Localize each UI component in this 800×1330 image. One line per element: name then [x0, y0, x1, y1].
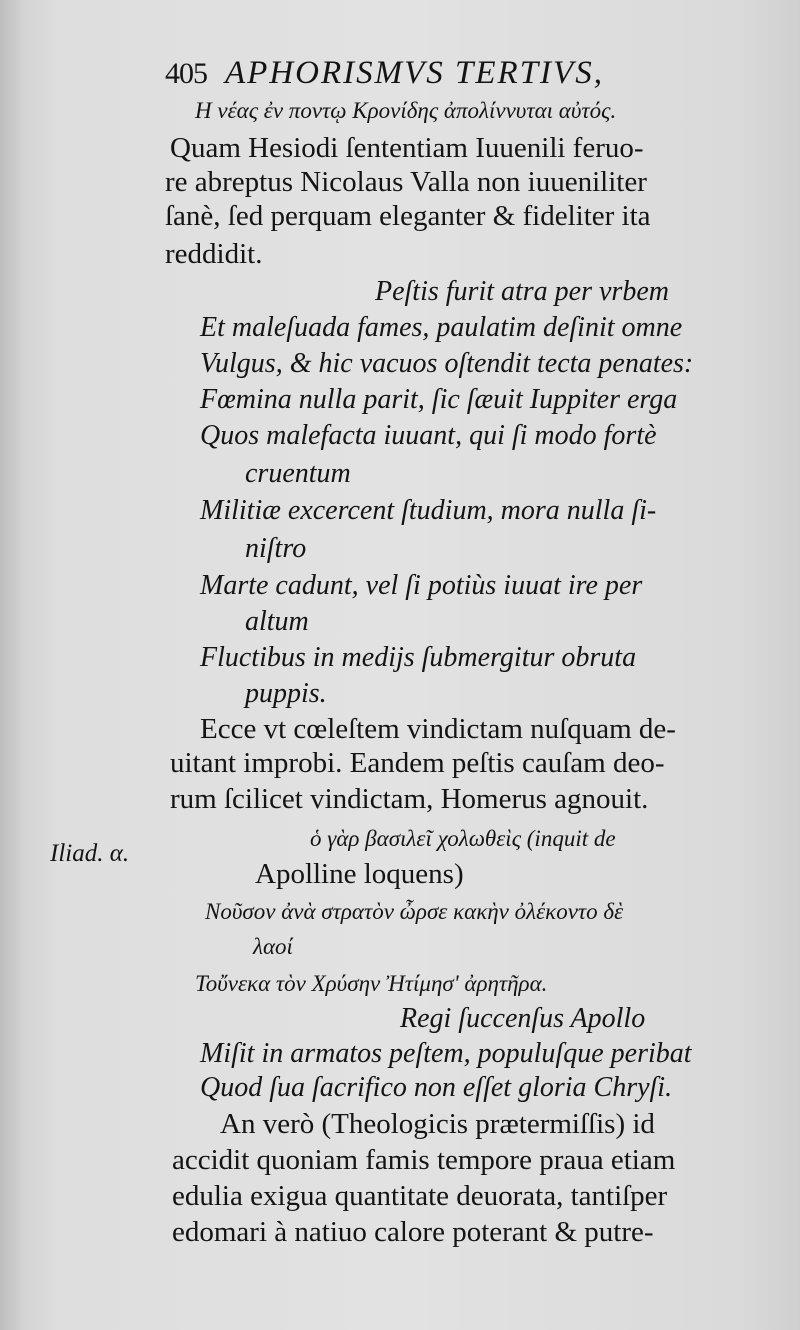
text-line: uitant improbi. Eandem peſtis cauſam deo-: [170, 747, 665, 779]
text-line: Miſit in armatos peſtem, populuſque peribat: [200, 1038, 692, 1069]
running-title: APHORISMVS TERTIVS,: [225, 55, 604, 91]
text-line: niſtro: [245, 533, 307, 564]
text-line: Quam Hesiodi ſententiam Iuuenili feruo-: [170, 132, 644, 164]
text-line: re abreptus Nicolaus Valla non iuueniliter: [165, 166, 647, 198]
text-line: Regi ſuccenſus Apollo: [400, 1003, 646, 1034]
text-line: edulia exigua quantitate deuorata, tantiſper: [172, 1180, 668, 1212]
text-line: Ecce vt cœleſtem vindictam nuſquam de-: [200, 713, 676, 745]
text-line: ὁ γὰρ βασιλεῖ χολωθεὶς (inquit de: [310, 826, 616, 851]
text-line: Quod ſua ſacrifico non eſſet gloria Chryſi.: [200, 1072, 673, 1103]
text-line: edomari à natiuo calore poterant & putre-: [172, 1216, 654, 1248]
text-line: Η νέας ἐν ποντῳ Κρονίδης ἀπολίννυται αὐτός.: [195, 98, 617, 123]
text-line: cruentum: [245, 458, 351, 489]
text-line: λαοί: [253, 934, 293, 959]
text-line: Νοῦσον ἀνὰ στρατὸν ὦρσε κακὴν ὀλέκοντο δὲ: [205, 899, 624, 924]
text-line: altum: [245, 606, 309, 637]
text-line: Τοὔνεκα τὸν Χρύσην Ἠτίμησ' ἀρητῆρα.: [195, 971, 548, 996]
running-header: [165, 52, 725, 92]
text-line: Peſtis furit atra per vrbem: [375, 276, 669, 307]
text-line: puppis.: [245, 678, 327, 709]
page-number: 405: [165, 57, 207, 90]
text-line: Quos malefacta iuuant, qui ſi modo fortè: [200, 420, 657, 451]
text-line: An verò (Theologicis prætermiſſis) id: [220, 1108, 655, 1140]
text-line: Fœmina nulla parit, ſic ſæuit Iuppiter erga: [200, 384, 678, 415]
text-line: Marte cadunt, vel ſi potiùs iuuat ire per: [200, 570, 643, 601]
text-line: rum ſcilicet vindictam, Homerus agnouit.: [170, 783, 649, 815]
text-line: reddidit.: [165, 238, 263, 270]
margin-note: Iliad. α.: [50, 840, 130, 867]
text-line: Vulgus, & hic vacuos oſtendit tecta penates:: [200, 348, 694, 379]
text-line: Apolline loquens): [255, 858, 464, 890]
text-line: Et maleſuada fames, paulatim deſinit omne: [200, 312, 683, 343]
text-line: ſanè, ſed perquam eleganter & fideliter ita: [165, 200, 651, 232]
text-line: Fluctibus in medijs ſubmergitur obruta: [200, 642, 637, 673]
text-line: accidit quoniam famis tempore praua etiam: [172, 1144, 676, 1176]
text-line: Militiæ excercent ſtudium, mora nulla ſi-: [200, 495, 657, 526]
